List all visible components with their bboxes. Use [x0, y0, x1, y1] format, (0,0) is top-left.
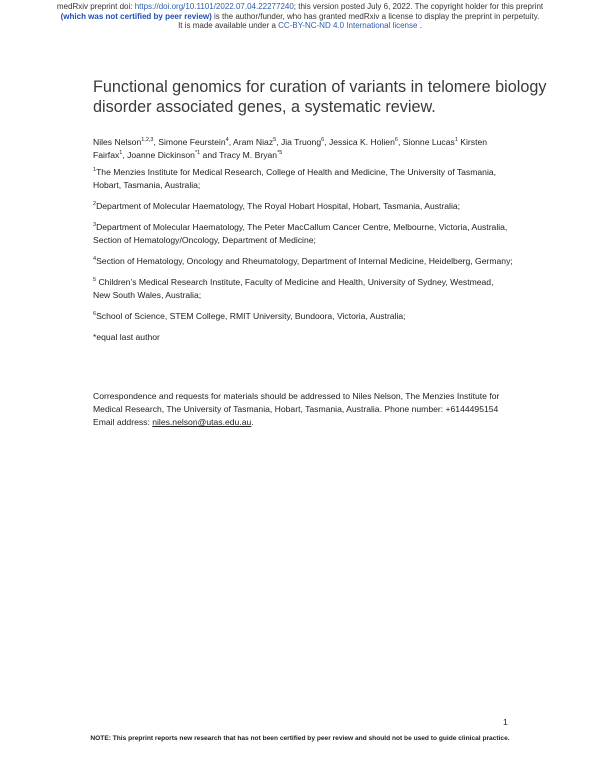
- preprint-header: [0, 2, 600, 31]
- peer-review-notice: (which was not certified by peer review): [60, 11, 212, 21]
- affiliation-item: [93, 166, 513, 192]
- author-separator: ,: [153, 137, 159, 147]
- author-separator: ,: [122, 150, 128, 160]
- author-affiliation-mark: 5: [273, 137, 277, 144]
- affiliation-number: 5: [93, 277, 97, 284]
- email-link[interactable]: niles.nelson@utas.edu.au: [152, 417, 252, 427]
- header-prefix: medRxiv preprint doi:: [56, 2, 135, 11]
- license-link[interactable]: CC-BY-NC-ND 4.0 International license: [278, 21, 418, 31]
- correspondence: [93, 390, 513, 429]
- affiliation-text: The Menzies Institute for Medical Research, College of Health and Medicine, The University of Tasmania, Hobart, Tasmania, Australia;: [93, 167, 497, 190]
- affiliation-text: Section of Hematology, Oncology and Rheumatology, Department of Internal Medicine, Heidelberg, Germany;: [96, 256, 513, 266]
- header-line-2: [0, 12, 600, 22]
- author-affiliation-mark: *1: [194, 150, 201, 157]
- affiliation-text: Department of Molecular Haematology, The Royal Hobart Hospital, Hobart, Tasmania, Australia;: [96, 201, 461, 211]
- affiliation-item: [93, 221, 513, 247]
- affiliation-number: 1: [93, 167, 97, 174]
- author-separator: ,: [397, 137, 403, 147]
- author-name: Simone Feurstein: [158, 137, 226, 147]
- author-name: Niles Nelson: [93, 137, 142, 147]
- author-affiliation-mark: 1: [119, 150, 123, 157]
- license-statement: is the author/funder, who has granted medRxiv a license to display the preprint in perpetuity.: [211, 11, 540, 21]
- affiliation-item: [93, 276, 513, 302]
- affiliation-item: [93, 331, 513, 344]
- author-separator: ,: [324, 137, 329, 147]
- affiliation-text: Department of Molecular Haematology, The Peter MacCallum Cancer Centre, Melbourne, Victoria, Australia, Section of Hematology/Oncology, Department of Medicine;: [93, 222, 508, 245]
- affiliation-number: 2: [93, 201, 97, 208]
- affiliation-number: 6: [93, 311, 97, 318]
- author-name: Aram Niaz: [233, 137, 274, 147]
- license-suffix: .: [417, 21, 422, 31]
- correspondence-text: Correspondence and requests for materials should be addressed to Niles Nelson, The Menzies Institute for Medical Research, The University of Tasmania, Hobart, Tasmania, Australia. Phone number: +6144495154 Email address:: [93, 391, 500, 427]
- author-name: Jessica K. Holien: [328, 137, 395, 147]
- author-name: Tracy M. Bryan: [219, 150, 278, 160]
- header-suffix: ; this version posted July 6, 2022. The copyright holder for this preprint: [293, 2, 544, 11]
- author-name: Sionne Lucas: [402, 137, 455, 147]
- affiliation-number: 4: [93, 256, 97, 263]
- affiliation-item: [93, 255, 513, 268]
- correspondence-end: .: [251, 417, 254, 427]
- author-name: Kirsten Fairfax: [93, 137, 488, 160]
- author-affiliation-mark: 6: [321, 137, 325, 144]
- affiliation-number: 3: [93, 222, 97, 229]
- author-name: Joanne Dickinson: [127, 150, 195, 160]
- page-number: 1: [503, 717, 508, 727]
- author-separator: ,: [228, 137, 233, 147]
- license-prefix: It is made available under a: [178, 21, 279, 31]
- author-separator: and: [200, 150, 220, 160]
- author-affiliation-mark: *5: [277, 150, 283, 157]
- footer-note: NOTE: This preprint reports new research that has not been certified by peer review and should not be used to guide clinical practice.: [90, 735, 510, 742]
- affiliation-item: [93, 310, 513, 323]
- doi-link[interactable]: https://doi.org/10.1101/2022.07.04.22277240: [134, 2, 294, 11]
- affiliation-text: School of Science, STEM College, RMIT University, Bundoora, Victoria, Australia;: [96, 311, 406, 321]
- author-affiliation-mark: 6: [394, 137, 398, 144]
- affiliation-item: [93, 200, 513, 213]
- paper-title: Functional genomics for curation of variants in telomere biology disorder associated genes, a systematic review.: [93, 78, 547, 116]
- header-line-1: [0, 2, 600, 12]
- author-affiliation-mark: 1,2,3: [141, 137, 154, 144]
- author-affiliation-mark: 1: [454, 137, 458, 144]
- author-separator: ,: [276, 137, 281, 147]
- author-list: [93, 136, 513, 162]
- affiliation-text: Children’s Medical Research Institute, Faculty of Medicine and Health, University of Sydney, Westmead, New South Wales, Australia;: [93, 277, 494, 300]
- affiliation-text: *equal last author: [93, 332, 160, 342]
- author-affiliation-mark: 4: [225, 137, 229, 144]
- header-line-3: [0, 21, 600, 31]
- affiliation-list: [93, 166, 513, 352]
- author-name: Jia Truong: [280, 137, 322, 147]
